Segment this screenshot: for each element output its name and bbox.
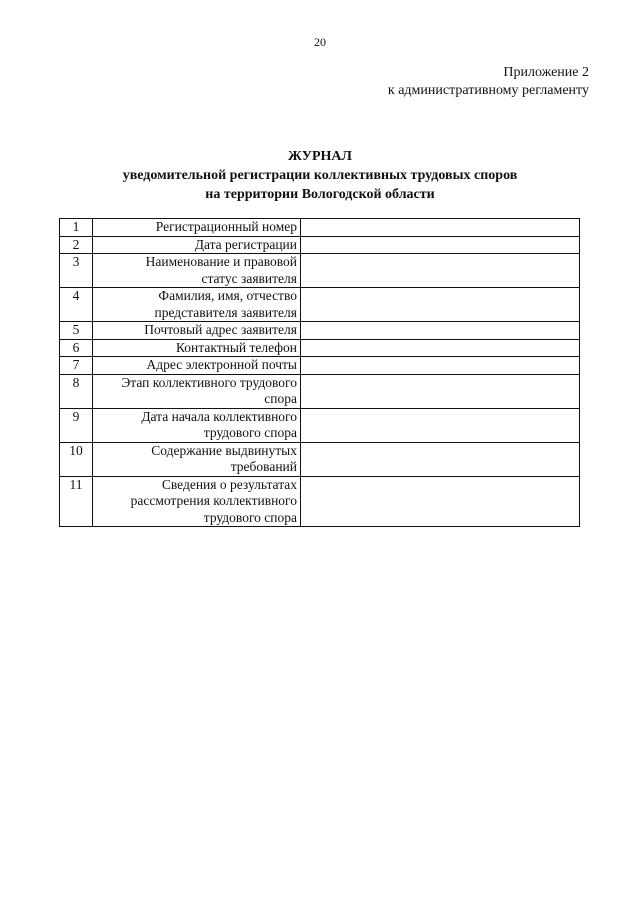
row-label-line: Этап коллективного трудового bbox=[121, 374, 297, 390]
row-label bbox=[93, 442, 301, 476]
journal-table bbox=[59, 218, 580, 527]
page-number: 20 bbox=[314, 35, 326, 49]
row-number: 1 bbox=[60, 219, 93, 237]
table-row bbox=[60, 408, 580, 442]
row-number: 3 bbox=[60, 254, 93, 288]
row-number: 9 bbox=[60, 408, 93, 442]
row-label-line: Регистрационный номер bbox=[155, 219, 297, 234]
title-line-1: ЖУРНАЛ bbox=[288, 149, 352, 164]
row-label bbox=[93, 288, 301, 322]
row-number: 5 bbox=[60, 322, 93, 340]
row-label bbox=[93, 254, 301, 288]
row-value-cell bbox=[301, 357, 580, 375]
row-label bbox=[93, 374, 301, 408]
table-row bbox=[60, 357, 580, 375]
row-label-line: спора bbox=[264, 391, 297, 406]
row-label-line: статус заявителя bbox=[201, 270, 297, 286]
row-label-line: Дата регистрации bbox=[194, 236, 297, 252]
document-title bbox=[0, 147, 640, 204]
row-label bbox=[93, 219, 301, 237]
table-row bbox=[60, 476, 580, 527]
row-label bbox=[93, 476, 301, 527]
table-row bbox=[60, 374, 580, 408]
row-label bbox=[93, 236, 301, 254]
row-label-line: Фамилия, имя, отчество bbox=[158, 288, 297, 303]
row-value-cell bbox=[301, 236, 580, 254]
row-value-cell bbox=[301, 374, 580, 408]
row-number: 10 bbox=[60, 442, 93, 476]
title-line-3: на территории Вологодской области bbox=[205, 187, 435, 202]
row-label bbox=[93, 408, 301, 442]
row-value-cell bbox=[301, 339, 580, 357]
table-row bbox=[60, 322, 580, 340]
table-row bbox=[60, 254, 580, 288]
row-label-line: представителя заявителя bbox=[154, 304, 297, 320]
row-value-cell bbox=[301, 442, 580, 476]
row-label-line: Сведения о результатах bbox=[161, 476, 297, 492]
row-value-cell bbox=[301, 254, 580, 288]
appendix-line-1: Приложение 2 bbox=[503, 65, 589, 80]
row-label-line: Адрес электронной почты bbox=[146, 357, 297, 372]
row-label bbox=[93, 357, 301, 375]
row-number: 4 bbox=[60, 288, 93, 322]
table-row bbox=[60, 442, 580, 476]
table-row bbox=[60, 339, 580, 357]
table-row bbox=[60, 219, 580, 237]
row-value-cell bbox=[301, 288, 580, 322]
row-label-line: трудового спора bbox=[203, 509, 297, 525]
row-label bbox=[93, 322, 301, 340]
row-number: 2 bbox=[60, 236, 93, 254]
row-label-line: рассмотрения коллективного bbox=[130, 493, 297, 508]
row-value-cell bbox=[301, 476, 580, 527]
appendix-header bbox=[388, 64, 589, 100]
row-number: 8 bbox=[60, 374, 93, 408]
row-label-line: Содержание выдвинутых bbox=[151, 442, 297, 458]
title-line-2: уведомительной регистрации коллективных трудовых споров bbox=[122, 168, 518, 183]
row-label-line: Почтовый адрес заявителя bbox=[144, 322, 297, 337]
row-number: 7 bbox=[60, 357, 93, 375]
row-number: 6 bbox=[60, 339, 93, 357]
row-value-cell bbox=[301, 219, 580, 237]
row-number: 11 bbox=[60, 476, 93, 527]
table-row bbox=[60, 236, 580, 254]
row-value-cell bbox=[301, 322, 580, 340]
row-label-line: Наименование и правовой bbox=[145, 254, 297, 269]
appendix-line-2: к административному регламенту bbox=[387, 83, 589, 98]
table-row bbox=[60, 288, 580, 322]
row-label-line: требований bbox=[230, 459, 297, 474]
row-label bbox=[93, 339, 301, 357]
row-label-line: трудового спора bbox=[203, 425, 297, 440]
row-value-cell bbox=[301, 408, 580, 442]
row-label-line: Контактный телефон bbox=[175, 339, 297, 355]
row-label-line: Дата начала коллективного bbox=[141, 408, 297, 424]
